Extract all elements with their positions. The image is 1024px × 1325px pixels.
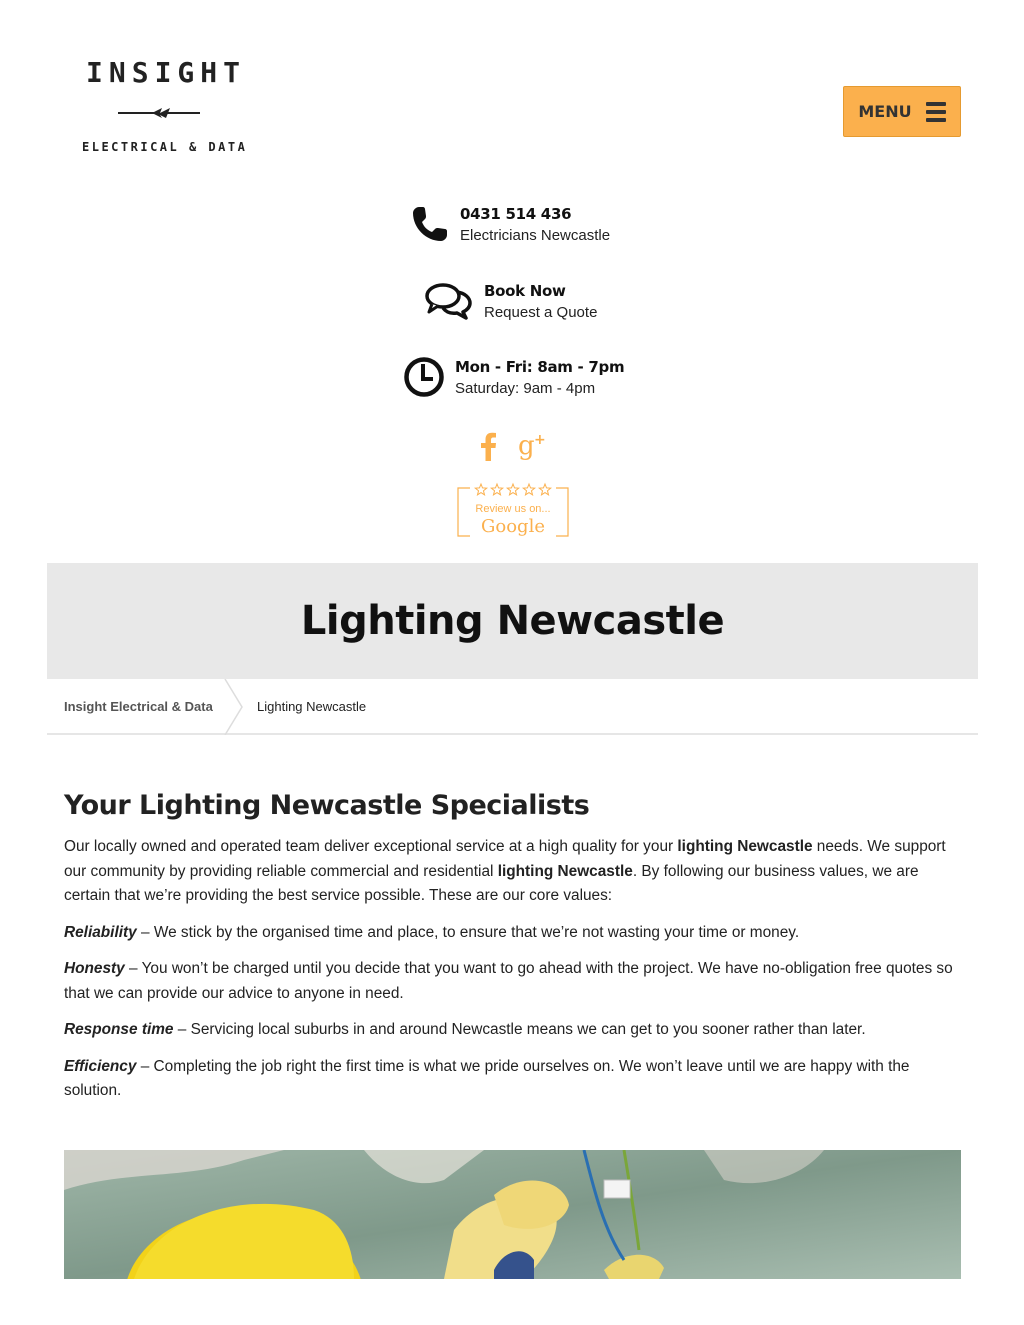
star-icon	[539, 484, 550, 495]
value-reliability	[64, 921, 961, 946]
contact-phone[interactable]	[410, 204, 610, 244]
breadcrumb-current: Lighting Newcastle	[257, 699, 367, 714]
section-heading: Your Lighting Newcastle Specialists	[64, 790, 590, 821]
logo-wordmark: INSIGHT	[86, 56, 247, 89]
value-name: Reliability	[64, 923, 137, 941]
book-now-label: Book Now	[484, 281, 566, 300]
electrician-illustration-icon	[64, 1150, 961, 1279]
page-title-band	[47, 563, 978, 679]
logo-subtitle: ELECTRICAL & DATA	[82, 140, 248, 154]
value-name: Efficiency	[64, 1057, 137, 1075]
value-efficiency	[64, 1055, 961, 1104]
electrician-photo	[64, 1150, 961, 1279]
star-icon	[523, 484, 534, 495]
hours-saturday: Saturday: 9am - 4pm	[455, 379, 596, 397]
breadcrumb-home-link[interactable]: Insight Electrical & Data	[64, 699, 213, 714]
star-icon	[507, 484, 518, 495]
value-name: Honesty	[64, 960, 125, 977]
clock-icon	[403, 356, 445, 398]
review-line2: Google	[481, 516, 545, 537]
value-text: – Servicing local suburbs in and around Newcastle means we can get to you sooner rather than later.	[173, 1021, 866, 1038]
intro-text-3: . By following our business values, we are certain that we’re providing the best service possible. These are our core values:	[64, 862, 919, 904]
value-text: – We stick by the organised time and place, to ensure that we’re not wasting your time or money.	[136, 923, 800, 941]
value-name: Response time	[64, 1021, 174, 1038]
contact-book[interactable]	[424, 281, 597, 321]
value-response-time	[64, 1018, 961, 1043]
breadcrumb	[47, 679, 978, 735]
star-icon	[491, 484, 502, 495]
svg-text:g: g	[518, 431, 535, 461]
value-text: – You won’t be charged until you decide that you want to go ahead with the project. We have no-obligation free quotes so that we can provide our advice to anyone in need.	[64, 960, 953, 1002]
review-line1: Review us on...	[475, 503, 551, 515]
hours-weekday: Mon - Fri: 8am - 7pm	[455, 357, 625, 376]
phone-subtitle: Electricians Newcastle	[460, 226, 611, 244]
main-content	[64, 790, 961, 1116]
phone-icon	[410, 204, 450, 244]
value-honesty	[64, 957, 961, 1006]
value-text: – Completing the job right the first time is what we pride ourselves on. We won’t leave until we are happy with the solution.	[64, 1057, 910, 1099]
star-icon	[475, 484, 486, 495]
book-subtitle: Request a Quote	[484, 303, 598, 321]
facebook-icon[interactable]	[476, 430, 500, 462]
intro-bold-2: lighting Newcastle	[497, 862, 633, 880]
menu-label: MENU	[858, 102, 912, 121]
intro-text-2: needs. We support our community by providing reliable commercial and residential	[64, 838, 946, 880]
svg-text:+: +	[534, 432, 546, 448]
contact-hours	[403, 356, 624, 398]
breadcrumb-chevron-icon	[224, 679, 244, 735]
google-plus-icon[interactable]	[518, 430, 548, 462]
intro-paragraph	[64, 835, 961, 909]
menu-button[interactable]	[843, 86, 961, 137]
chat-bubbles-icon	[424, 281, 474, 321]
social-links	[476, 430, 548, 462]
page-title: Lighting Newcastle	[300, 598, 725, 644]
lightning-bolt-icon	[116, 106, 202, 120]
hamburger-icon	[926, 102, 946, 122]
intro-text-1: Our locally owned and operated team deliver exceptional service at a high quality for your	[64, 838, 678, 855]
phone-number: 0431 514 436	[460, 204, 572, 223]
google-review-badge[interactable]	[456, 482, 570, 542]
site-logo[interactable]	[80, 56, 248, 160]
intro-bold-1: lighting Newcastle	[677, 838, 813, 855]
